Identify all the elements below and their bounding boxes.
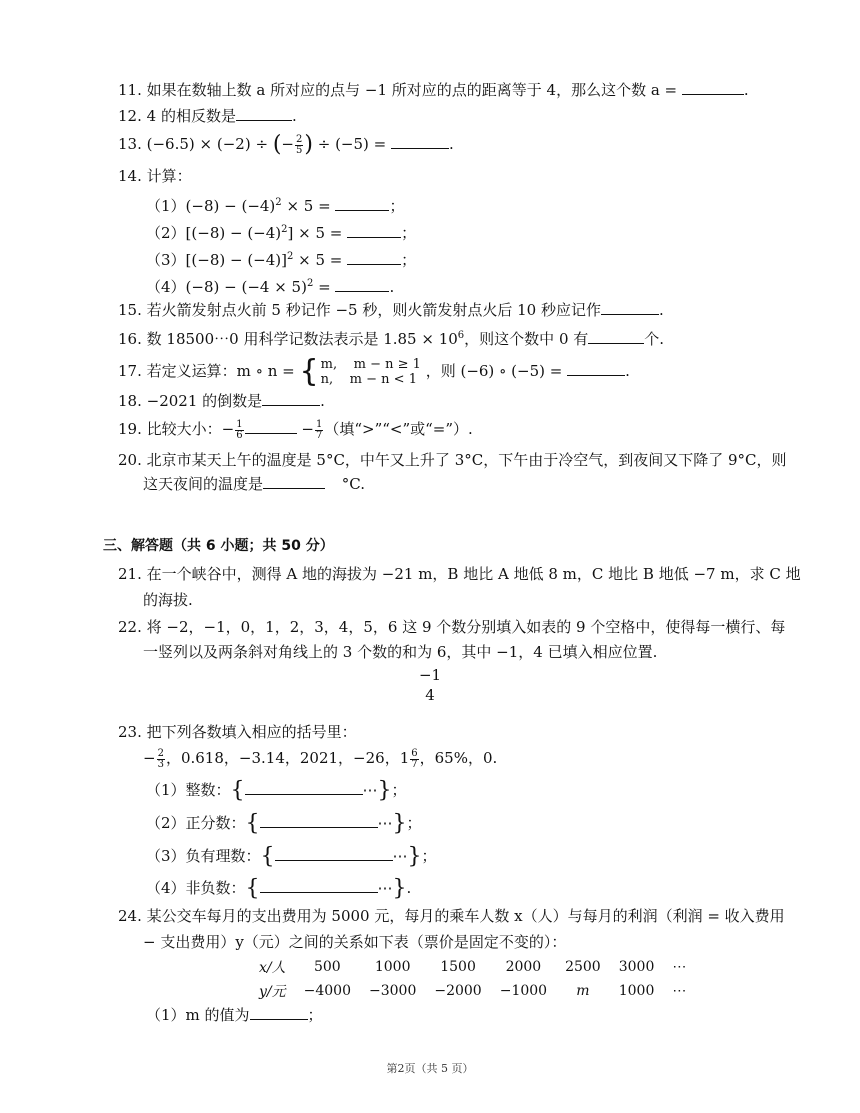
expression: =: [318, 278, 331, 296]
punctuation: ；: [406, 814, 422, 832]
cases: [321, 357, 421, 387]
exponent: 2: [287, 251, 294, 262]
question-23-item-3: [146, 846, 437, 867]
answer-blank[interactable]: [682, 80, 744, 95]
table-cell: −2000: [434, 983, 482, 999]
table-cell: ⋯: [672, 959, 687, 975]
expression: ÷ (−5) =: [317, 135, 387, 153]
question-16: [118, 326, 664, 349]
table-row: [250, 955, 695, 979]
item-label: （3）负有理数：: [146, 847, 261, 865]
question-14-item-3: [146, 247, 416, 270]
question-14-item-2: [146, 220, 416, 243]
denominator: 7: [411, 758, 418, 770]
question-text: 某公交车每月的支出费用为 5000 元，每月的乘车人数 x（人）与每月的利润（利润 = 收入费用: [146, 907, 785, 925]
table-cell: 2000: [505, 959, 542, 975]
fraction: [315, 420, 323, 441]
left-brace: {: [260, 844, 275, 869]
exponent: 2: [275, 197, 282, 208]
question-14: [118, 166, 192, 186]
question-24-line-2: − 支出费用）y（元）之间的关系如下表（票价是固定不变的）：: [143, 933, 567, 951]
denominator: 6: [236, 429, 243, 441]
question-14-item-4: [146, 274, 394, 297]
question-text: 在一个峡谷中，测得 A 地的海拔为 −21 m，B 地比 A 地低 8 m，C 地比 B 地低 −7 m，求 C 地: [146, 565, 801, 583]
punctuation: ；: [307, 1006, 323, 1024]
punctuation: ；: [401, 251, 417, 269]
question-24-sub-1: [146, 1005, 323, 1025]
question-text: ，则这个数中 0 有: [464, 330, 589, 348]
case-1: m, m − n ≥ 1: [320, 357, 421, 372]
exponent: 2: [281, 224, 288, 235]
question-22: [118, 617, 785, 637]
punctuation: .: [291, 107, 297, 125]
question-24: [118, 906, 785, 926]
fraction: [157, 749, 165, 770]
question-number: 11.: [118, 81, 142, 99]
answer-blank[interactable]: [335, 196, 389, 211]
question-text: 如果在数轴上数 a 所对应的点与 −1 所对应的点的距离等于 4，那么这个数 a =: [146, 81, 678, 99]
answer-blank[interactable]: [391, 134, 449, 149]
punctuation: 个.: [644, 330, 665, 348]
ellipsis: ⋯: [362, 781, 378, 799]
numerator: 2: [295, 133, 303, 145]
expression: × 5 =: [286, 197, 331, 215]
answer-blank[interactable]: [347, 223, 401, 238]
answer-blank[interactable]: [601, 300, 659, 315]
numerator: 1: [315, 418, 323, 430]
list-text: ，65%，0.: [419, 749, 498, 767]
punctuation: .: [406, 879, 412, 897]
table-cell: 3000: [618, 959, 655, 975]
item-label: （1）整数：: [146, 781, 231, 799]
denominator: 5: [295, 144, 303, 156]
table-cell: −4000: [303, 983, 351, 999]
question-13: [118, 134, 454, 156]
question-number: 19.: [118, 420, 142, 438]
exponent: 2: [306, 278, 314, 289]
question-number: 18.: [118, 392, 142, 410]
question-number: 21.: [118, 565, 142, 583]
punctuation: ；: [421, 847, 437, 865]
expression: ] × 5 =: [287, 224, 343, 242]
paren-open: (: [272, 132, 282, 157]
left-brace: {: [245, 811, 260, 836]
answer-blank[interactable]: [260, 878, 378, 893]
right-brace: }: [392, 811, 407, 836]
question-number: 13.: [118, 135, 142, 153]
answer-blank[interactable]: [262, 391, 320, 406]
question-23-item-1: [146, 780, 407, 801]
expression: × 5 =: [298, 251, 343, 269]
question-23-item-4: [146, 878, 411, 899]
number-list: [143, 748, 497, 770]
minus-sign: −: [143, 749, 156, 767]
question-text: 比较大小：−: [146, 420, 235, 438]
expression: [(−8) − (−4): [185, 224, 282, 242]
minus-sign: −: [281, 135, 294, 153]
punctuation: .: [659, 301, 664, 319]
item-label: （1）: [146, 197, 186, 215]
question-text: 若火箭发射点火前 5 秒记作 −5 秒，则火箭发射点火后 10 秒应记作: [146, 301, 601, 319]
answer-blank[interactable]: [236, 106, 292, 121]
numerator: 2: [157, 747, 164, 759]
question-18: [118, 391, 325, 411]
instruction-text: （填“>”“<”或“=”）.: [324, 420, 473, 438]
question-number: 15.: [118, 301, 142, 319]
question-12: [118, 106, 297, 126]
expression: (−8) − (−4 × 5): [185, 278, 307, 296]
table-row: [250, 979, 695, 1003]
question-20: [118, 450, 787, 470]
question-number: 23.: [118, 723, 142, 741]
denominator: 3: [157, 758, 164, 770]
item-label: （4）: [146, 278, 186, 296]
right-brace: }: [377, 778, 392, 803]
table-cell: m: [576, 983, 590, 999]
grid-cell-four: 4: [425, 686, 435, 704]
question-11: [118, 80, 749, 100]
punctuation: ；: [391, 781, 407, 799]
fraction: [235, 420, 243, 441]
answer-blank[interactable]: [275, 846, 393, 861]
answer-blank[interactable]: [347, 250, 401, 265]
question-23-item-2: [146, 813, 422, 834]
punctuation: .: [320, 392, 325, 410]
question-text: 4 的相反数是: [146, 107, 236, 125]
answer-blank[interactable]: [260, 813, 378, 828]
question-text: ，则 (−6) ∘ (−5) =: [425, 362, 563, 380]
exponent: 6: [457, 330, 465, 341]
right-brace: }: [392, 876, 407, 901]
answer-blank[interactable]: [250, 1005, 308, 1020]
answer-blank[interactable]: [263, 474, 325, 489]
question-21: [118, 564, 801, 584]
question-title: 计算：: [146, 167, 192, 185]
punctuation: ；: [389, 197, 405, 215]
question-text: 数 18500⋯0 用科学记数法表示是 1.85 × 10: [146, 330, 458, 348]
question-23: [118, 722, 357, 742]
item-label: （2）: [146, 224, 186, 242]
question-number: 16.: [118, 330, 142, 348]
answer-blank[interactable]: [335, 277, 389, 292]
numerator: 1: [236, 418, 243, 430]
sub-question-text: （1）m 的值为: [146, 1006, 250, 1024]
table-cell: 1000: [374, 959, 411, 975]
table-cell: 500: [313, 959, 341, 975]
answer-blank[interactable]: [567, 361, 625, 376]
table-cell: y/元: [259, 984, 286, 1000]
item-label: （3）: [146, 251, 186, 269]
punctuation: .: [743, 81, 749, 99]
piecewise-definition: [299, 354, 421, 389]
item-label: （4）非负数：: [146, 879, 246, 897]
question-20-line-2: [143, 474, 365, 494]
paren-close: ): [304, 132, 313, 157]
question-number: 17.: [118, 362, 142, 380]
expression: [(−8) − (−4)]: [185, 251, 287, 269]
question-text: −2021 的倒数是: [146, 392, 263, 410]
item-label: （2）正分数：: [146, 814, 246, 832]
punctuation: .: [449, 135, 454, 153]
question-21-line-2: 的海拔.: [143, 591, 193, 609]
question-number: 24.: [118, 907, 142, 925]
table-cell: x/人: [259, 960, 286, 976]
question-15: [118, 300, 664, 320]
table-cell: −1000: [499, 983, 548, 999]
ellipsis: ⋯: [392, 847, 408, 865]
table-cell: ⋯: [672, 983, 687, 999]
answer-blank[interactable]: [588, 329, 644, 344]
question-number: 14.: [118, 167, 142, 185]
right-brace: }: [407, 844, 422, 869]
fraction: [295, 135, 303, 156]
question-text: 将 −2，−1，0，1，2，3，4，5，6 这 9 个数分别填入如表的 9 个空格中，使得每一横行、每: [146, 618, 786, 636]
expression: (−6.5) × (−2) ÷: [146, 135, 269, 153]
list-text: ，0.618，−3.14，2021，−26，1: [165, 749, 410, 767]
table-cell: 1500: [440, 959, 476, 975]
question-title: 把下列各数填入相应的括号里：: [146, 723, 357, 741]
question-number: 22.: [118, 618, 142, 636]
left-brace: {: [230, 778, 245, 803]
grid-cell-minus-one: −1: [418, 666, 442, 684]
answer-blank[interactable]: [245, 780, 363, 795]
denominator: 7: [315, 429, 323, 441]
data-table: [250, 955, 695, 1003]
question-text: 北京市某天上午的温度是 5°C，中午又上升了 3°C，下午由于冷空气，到夜间又下降了 9°C，则: [146, 451, 787, 469]
unit-text: °C.: [341, 475, 366, 493]
question-17: [118, 354, 630, 389]
left-brace: {: [245, 876, 260, 901]
left-brace: {: [299, 354, 319, 389]
expression: (−8) − (−4): [185, 197, 276, 215]
question-22-line-2: 一竖列以及两条斜对角线上的 3 个数的和为 6，其中 −1，4 已填入相应位置.: [143, 643, 658, 661]
answer-blank[interactable]: [245, 419, 297, 434]
ellipsis: ⋯: [377, 879, 393, 897]
minus-sign: −: [301, 420, 314, 438]
punctuation: ；: [401, 224, 417, 242]
fraction: [410, 749, 418, 770]
table-cell: 1000: [618, 983, 655, 999]
punctuation: .: [625, 362, 630, 380]
case-2: n, m − n < 1: [320, 372, 417, 387]
page-footer: 第2页（共 5 页）: [386, 1062, 474, 1075]
punctuation: .: [389, 278, 395, 296]
table-cell: 2500: [565, 959, 601, 975]
question-text: 这天夜间的温度是: [143, 475, 264, 493]
table-cell: −3000: [369, 983, 417, 999]
question-19: [118, 419, 473, 441]
ellipsis: ⋯: [377, 814, 393, 832]
question-text: 若定义运算：m ∘ n =: [146, 362, 295, 380]
question-14-item-1: [146, 193, 404, 216]
section-heading: 三、解答题（共 6 小题；共 50 分）: [103, 538, 334, 554]
numerator: 6: [411, 747, 418, 759]
question-number: 20.: [118, 451, 142, 469]
question-number: 12.: [118, 107, 142, 125]
